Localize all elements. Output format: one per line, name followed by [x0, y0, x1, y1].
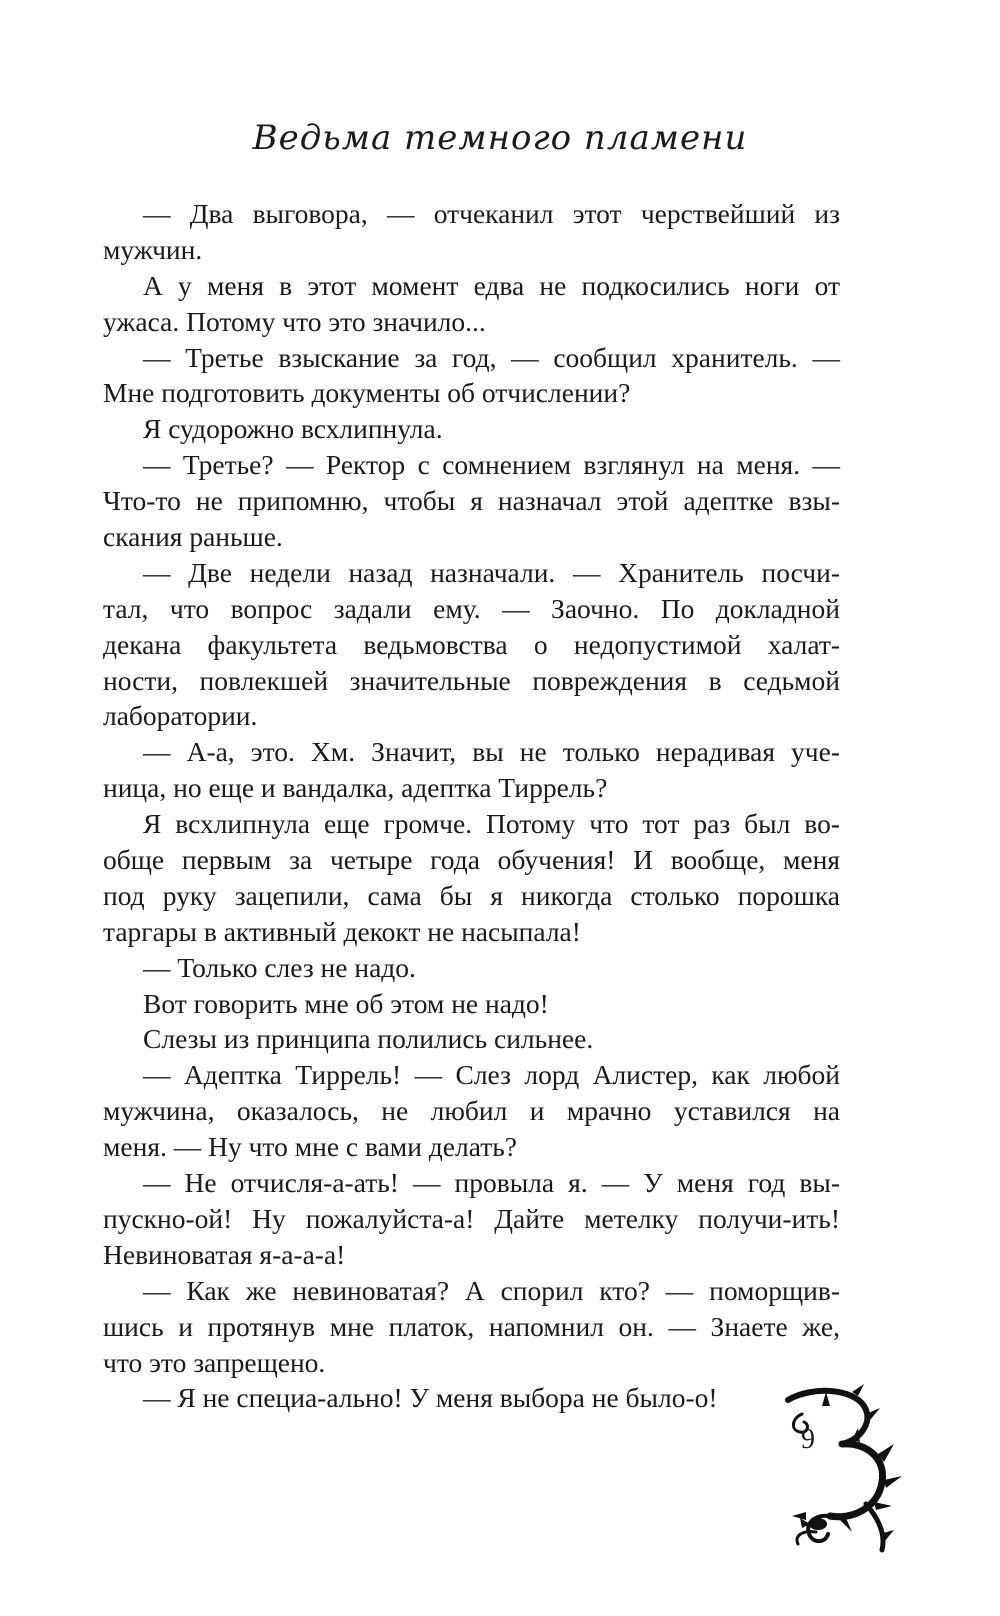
text-line: ужаса. Потому что это значило...	[103, 305, 486, 337]
text-line: Невиноватая я-а-а-а!	[103, 1238, 346, 1270]
page-number: 9	[801, 1424, 815, 1455]
text-line: пускно-ой! Ну пожалуйста-а! Дайте метелку получи-ить!	[103, 1202, 840, 1234]
text-line: — Третье взыскание за год, — сообщил хранитель. —	[143, 341, 840, 373]
text-line: Что-то не припомню, чтобы я назначал этой адептке взы-	[103, 485, 840, 517]
thorny-vine-ornament-icon	[782, 1384, 912, 1554]
text-line: декана факультета ведьмовства о недопустимой халат-	[103, 628, 840, 660]
text-line: — Я не специа-ально! У меня выбора не было-о!	[143, 1382, 718, 1414]
text-line: Мне подготовить документы об отчислении?	[103, 377, 631, 409]
text-line: — Третье? — Ректор с сомнением взглянул на меня. —	[143, 449, 840, 481]
text-line: лаборатории.	[103, 700, 258, 732]
text-line: — Только слез не надо.	[143, 951, 416, 983]
text-line: — А-а, это. Хм. Значит, вы не только нерадивая уче-	[143, 736, 840, 768]
text-line: скания раньше.	[103, 521, 283, 553]
text-line: — Как же невиноватая? А спорил кто? — поморщив-	[143, 1274, 840, 1306]
text-line: мужчин.	[103, 233, 203, 265]
text-line: — Две недели назад назначали. — Хранитель посчи-	[143, 556, 840, 588]
text-line: Слезы из принципа полились сильнее.	[143, 1023, 594, 1055]
running-header: Ведьма темного пламени	[252, 118, 748, 158]
text-line: — Два выговора, — отчеканил этот черствейший из	[143, 198, 840, 229]
body-text	[103, 196, 840, 1416]
text-line: Я всхлипнула еще громче. Потому что тот раз был во-	[143, 808, 840, 840]
text-line: меня. — Ну что мне с вами делать?	[103, 1131, 517, 1163]
text-line: Вот говорить мне об этом не надо!	[143, 987, 549, 1019]
text-line: обще первым за четыре года обучения! И вообще, меня	[103, 844, 840, 876]
text-line: — Не отчисля-а-ать! — провыла я. — У меня год вы-	[143, 1167, 840, 1199]
text-line: А у меня в этот момент едва не подкосились ноги от	[143, 269, 840, 301]
text-line: ности, повлекшей значительные повреждения в седьмой	[103, 664, 840, 696]
text-line: ница, но еще и вандалка, адептка Тиррель?	[103, 772, 608, 804]
text-line: под руку зацепили, сама бы я никогда столько порошка	[103, 879, 840, 911]
text-line: — Адептка Тиррель! — Слез лорд Алистер, как любой	[143, 1059, 840, 1091]
text-line: шись и протянув мне платок, напомнил он. — Знаете же,	[103, 1310, 840, 1342]
text-line: таргары в активный декокт не насыпала!	[103, 915, 581, 947]
text-line: Я судорожно всхлипнула.	[143, 413, 443, 445]
text-line: мужчина, оказалось, не любил и мрачно уставился на	[103, 1095, 840, 1127]
text-line: тал, что вопрос задали ему. — Заочно. По докладной	[103, 592, 840, 624]
text-line: что это запрещено.	[103, 1346, 326, 1378]
